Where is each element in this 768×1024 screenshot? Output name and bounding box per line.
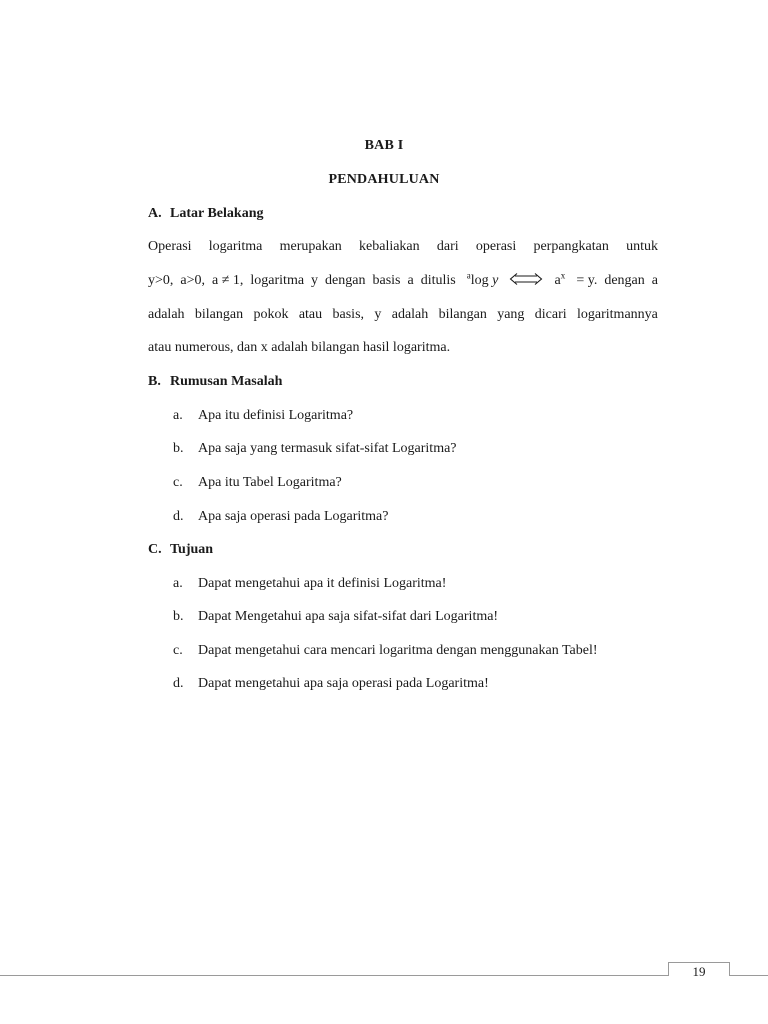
list-item-text: Dapat mengetahui apa saja operasi pada Logaritma!	[198, 676, 489, 691]
paragraph-word: dari	[436, 239, 459, 254]
list-marker: d.	[173, 509, 184, 524]
paragraph-word: atau	[298, 307, 323, 322]
list-marker: a.	[173, 408, 183, 423]
paragraph-line-4: atau numerous, dan x adalah bilangan hasil logaritma.	[148, 340, 451, 355]
list-marker: b.	[173, 441, 184, 456]
list-item-text: Apa saja operasi pada Logaritma?	[198, 509, 389, 524]
power-expression	[554, 270, 566, 289]
list-marker: b.	[173, 609, 184, 624]
list-item	[173, 576, 446, 592]
section-title: Tujuan	[170, 542, 214, 557]
list-item-text: Apa itu definisi Logaritma?	[198, 408, 354, 423]
paragraph-line-3	[148, 307, 658, 323]
page-number: 19	[668, 962, 730, 976]
log-base: a	[466, 270, 471, 281]
list-item-text: Dapat mengetahui cara mencari logaritma dengan menggunakan Tabel!	[198, 643, 598, 658]
list-marker: d.	[173, 676, 184, 691]
section-title: Rumusan Masalah	[170, 374, 283, 389]
paragraph-word: pokok	[253, 307, 289, 322]
power-base: a	[554, 273, 561, 288]
chapter-label: BAB I	[364, 138, 404, 153]
double-arrow-icon	[509, 273, 543, 285]
paragraph-word: adalah	[148, 307, 185, 322]
paragraph-word: dicari	[534, 307, 567, 322]
paragraph-word: Operasi	[148, 239, 192, 254]
paragraph-word: basis,	[332, 307, 365, 322]
list-item-text: Dapat Mengetahui apa saja sifat-sifat dari Logaritma!	[198, 609, 499, 624]
list-item-text: Dapat mengetahui apa it definisi Logaritma!	[198, 576, 447, 591]
section-number: C.	[148, 542, 162, 557]
section-heading-tujuan	[148, 542, 213, 558]
paragraph-condition-text: y>0, a>0, a ≠ 1, logaritma y dengan basis a ditulis	[148, 273, 456, 288]
list-marker: a.	[173, 576, 183, 591]
paragraph-word: y	[374, 307, 382, 322]
list-item-text: Apa saja yang termasuk sifat-sifat Logaritma?	[198, 441, 457, 456]
section-number: B.	[148, 374, 161, 389]
list-item-text: Apa itu Tabel Logaritma?	[198, 475, 342, 490]
chapter-title: PENDAHULUAN	[328, 172, 440, 187]
paragraph-word: logaritmannya	[577, 307, 658, 322]
paragraph-equals-text: = y. dengan a	[576, 273, 658, 288]
paragraph-word: operasi	[475, 239, 517, 254]
list-item	[173, 643, 598, 659]
footer-divider	[0, 975, 768, 976]
paragraph-line-1	[148, 239, 658, 255]
list-item	[173, 408, 353, 424]
paragraph-word: logaritma	[208, 239, 263, 254]
section-number: A.	[148, 206, 162, 221]
paragraph-word: adalah	[391, 307, 429, 322]
list-marker: c.	[173, 643, 183, 658]
section-heading-rumusan-masalah	[148, 374, 282, 390]
section-title: Latar Belakang	[170, 206, 264, 221]
list-item	[173, 609, 498, 625]
paragraph-word: untuk	[626, 239, 658, 254]
paragraph-line-2	[148, 270, 658, 289]
list-item	[173, 509, 388, 525]
log-expression	[466, 270, 499, 289]
log-text: log	[470, 273, 489, 288]
paragraph-word: bilangan	[194, 307, 244, 322]
log-variable: y	[492, 273, 499, 288]
power-exponent: x	[560, 270, 566, 281]
list-item	[173, 441, 457, 457]
paragraph-word: perpangkatan	[533, 239, 609, 254]
list-marker: c.	[173, 475, 183, 490]
list-item	[173, 676, 489, 692]
paragraph-word: merupakan	[279, 239, 342, 254]
paragraph-word: bilangan	[438, 307, 487, 322]
paragraph-word: yang	[497, 307, 525, 322]
section-heading-latar-belakang	[148, 206, 263, 222]
list-item	[173, 475, 342, 491]
paragraph-word: kebaliakan	[359, 239, 420, 254]
